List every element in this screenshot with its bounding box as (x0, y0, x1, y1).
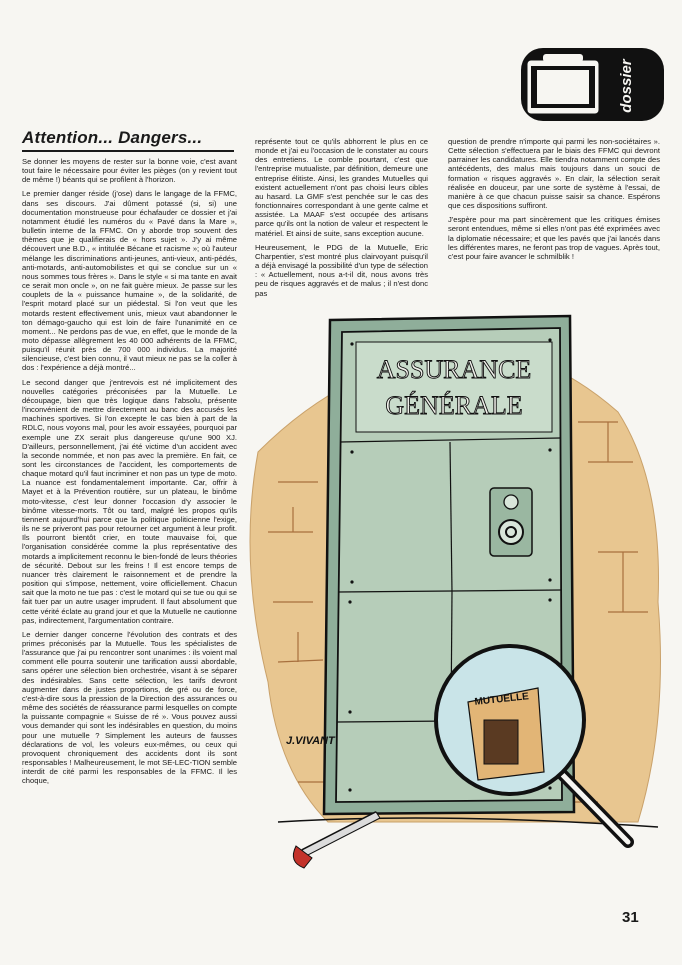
paragraph: Le premier danger réside (j'ose) dans le langage de la FFMC, dans ses discours. J'ai dûment potassé (si, si) une documentation monstrueuse pour échafauder ce dossier et j'ai notamment étudié les numéros du « Pavé dans la Mare », bulletin interne de la FFMC. On y aborde trop souvent des thèmes que je qualifierais de « hors sujet ». J'y ai même découvert une B.D., « intitulée Bécane et racisme »; où l'auteur mélange les discriminations anti-jeunes, anti-vieux, anti-pédés, anti-motards, anti-automobilistes et qui se conclue sur un « nous sommes tous frères ». Dans le style « si ma tante en avait ce serait mon oncle », on ne fait guère mieux. Je passe sur les couplets de la « puissance humaine », de la solidarité, de l'esprit motard placé sur un piédestal. Si l'on veut que les motards restent effectivement unis, mieux vaut abandonner le ton démago-gaucho qui est loin de faire l'unanimité en ce moment... Ne perdons pas de vue, en effet, que le monde de la moto dépasse allègrement les 40 000 adhérents de la FFMC, puisqu'il réunit près de 700 000 individus. La majorité silencieuse, c'est bien connu, il vaut mieux ne pas se la coller à dos : l'expérience a déjà montré... (22, 189, 237, 373)
dossier-logo-label: dossier (618, 59, 635, 113)
combination-lock-icon (490, 488, 532, 556)
dossier-logo (519, 46, 666, 123)
door-sign-line-2: GÉNÉRALE (385, 391, 523, 420)
article-column-3 (448, 137, 660, 266)
title-rule (22, 150, 234, 152)
article-column-2 (255, 137, 428, 303)
artist-signature: J.VIVANT (286, 735, 335, 747)
paragraph: J'espère pour ma part sincèrement que les critiques émises seront entendues, même si elles n'ont pas été exprimées avec la diplomatie nécessaire; et que les pavés que j'ai lancés dans les différentes mares, ne feront pas trop de vagues. Après tout, c'est pour faire avancer le schmilblik ! (448, 215, 660, 261)
paragraph: représente tout ce qu'ils abhorrent le plus en ce monde et j'ai eu l'occasion de le constater au cours des entretiens. Le comble pourtant, c'est que l'entreprise mutualiste, par définition, demeure une entreprise élitiste. Ainsi, les grandes Mutuelles qui existent actuellement n'ont pas choisi leurs cibles au hasard. La GMF s'est penchée sur le cas des fonctionnaires correspondant à une gente calme et assistée. La MAAF s'est occupée des artisans parce qu'ils ont la notion de valeur et respectent le matériel. Et ainsi de suite, sans exception aucune. (255, 137, 428, 238)
paragraph: Le second danger que j'entrevois est né implicitement des nouvelles catégories préconisées par la Mutuelle. Le découpage, bien que très logique dans l'absolu, présente l'inconvénient de mettre directement au banc des accusés les machines sportives. Si l'on excepte le cas bien à part de la RDLC, nous voyons mal, pour les avoir essayées, pourquoi par exemple une ZX serait plus dangereuse qu'une 900 XJ. D'ailleurs, personnellement, j'ai été victime d'un accident avec la seconde nommée, et non pas avec la première. En fait, ce sont les circonstances de l'accident, les comportements de chaque motard qu'il faut incriminer et non pas un type de moto. La nuance est fondamentalement importante. Car, offrir à Mayet et à la Prévention routière, sur un plateau, le binôme moto-vitesse, c'est leur donner l'occasion d'y associer le binôme vitesse-morts. Tôt ou tard, malgré les propos qu'ils tiennent aujourd'hui parce que la politique politicienne l'exige, ils ne se priveront pas pour retourner cet argument à leur profit. Ils pourront bientôt crier, en toute mauvaise foi, que l'organisation considérée comme la plus représentative des motards a implicitement reconnu le bien-fondé de leurs théories de sécurité. Debout sur les freins ! Il est encore temps de nuancer très clairement le raisonnement et de prendre la position qui s'impose, nettement, voire officiellement. Chacun sait que la moto ne tue pas : c'est le motard qui se tue ou qui se fait tuer par un autre usager imprudent. Il faut absolument que cette vérité éclate au grand jour et que la Mutuelle ne cautionne pas, indirectement, l'argumentation contraire. (22, 377, 237, 625)
paragraph: Le dernier danger concerne l'évolution des contrats et des primes préconisés par la Mutuelle. Tous les spécialistes de l'assurance que j'ai pu rencontrer sont unanimes : ils voient mal comment elle pourra soutenir une tarification aussi abordable, sans opérer une sélection bien orchestrée, visant à se séparer des indésirables. Sans cette sélection, les tarifs devront augmenter dans de justes proportions, de gré ou de force, c'est-à-dire sous la pression de la Direction des assurances ou même des sociétés de réassurance parmi lesquelles on compte la puissante compagnie « Suisse de ré ». Vous pouvez aussi vous demander qui sont les indésirables en question, du moins pour une mutuelle ? Simplement les auteurs de fausses déclarations de vol, les voleurs eux-mêmes, ou ceux qui provoquent chroniquement des accidents dont ils sont responsables ! Malheureusement, le mot SE-LEC-TION semble interdit de cité parmi les responsables de la FFMC. Il les choque, (22, 629, 237, 786)
paragraph: Se donner les moyens de rester sur la bonne voie, c'est avant tout faire le nécessaire pour éviter les pièges (on y revient tout de même !) béants qui se profilent à l'horizon. (22, 157, 237, 185)
page-number: 31 (622, 909, 639, 926)
paragraph: Heureusement, le PDG de la Mutuelle, Eric Charpentier, s'est montré plus clairvoyant puisqu'il a déjà envisagé la possibilité d'un type de sélection : « Actuellement, nous a-t-il dit, nous avons très peu de risques aggravés et de malus ; il n'est donc pas (255, 242, 428, 298)
article-title: Attention... Dangers... (22, 128, 203, 147)
paragraph: question de prendre n'importe qui parmi les non-sociétaires ». Cette sélection s'effectuera par le biais des FFMC qui devront parrainer les candidatures. Elle tiendra notamment compte des antécédents, des malus mais toujours dans un souci de formation « risques aggravés ». En clair, la sélection serait réalisée en douceur, par une sorte de système à l'essai, de manière à ce que chacun puisse saisir sa chance. Espérons que ces dispositions suffiront. (448, 137, 660, 211)
mutuelle-keyhole-label: MUTUELLE (474, 691, 530, 708)
article-column-1 (22, 157, 237, 790)
vault-door-illustration (238, 302, 668, 897)
door-sign-line-1: ASSURANCE (376, 355, 532, 384)
